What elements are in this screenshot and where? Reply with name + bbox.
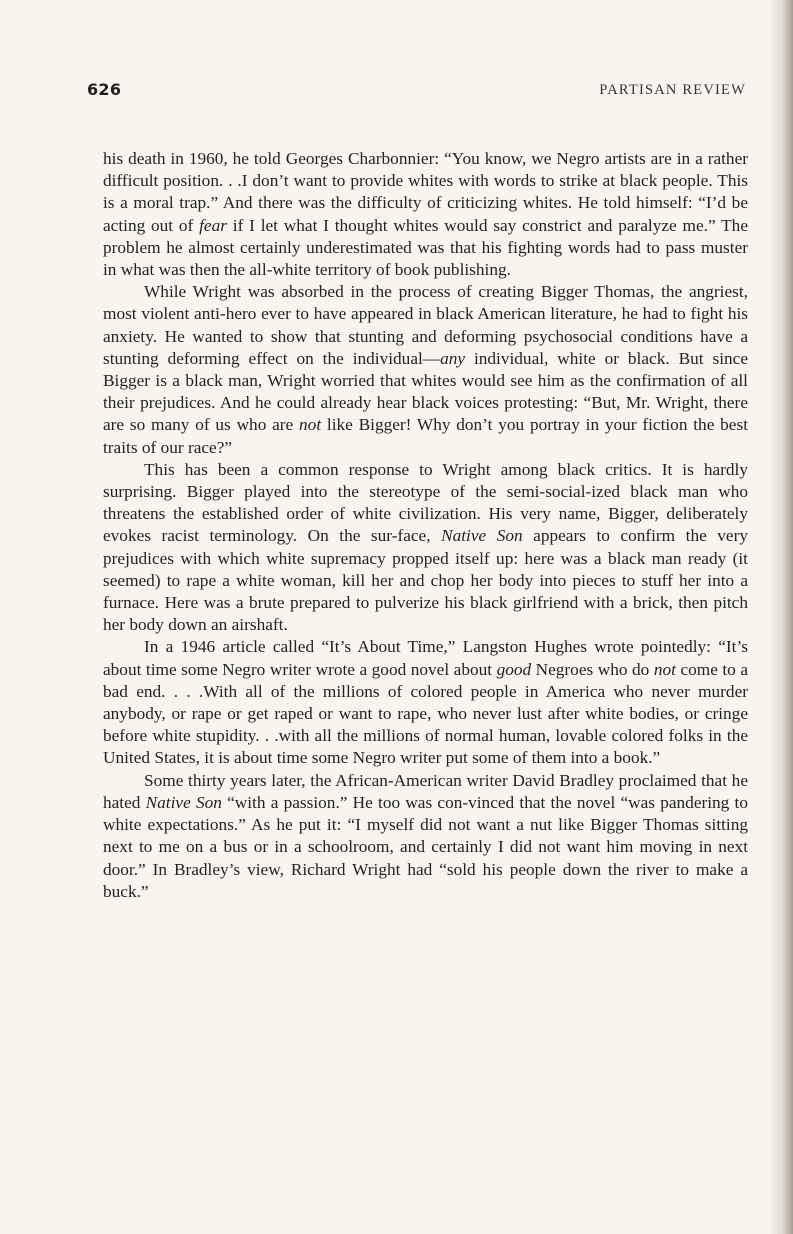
italic-run: fear [199, 215, 227, 235]
italic-run: any [440, 348, 466, 368]
text-run: his death in 1960, he told Georges Charbonnier: “You know, we Negro artists are in a rather difficult position. . .I don’t want to provide whites with words to strike at black people. This is a moral trap.” And there was the difficulty of criticizing whites. He told himself: “I’d be acting out of [103, 149, 748, 235]
page-number: 626 [87, 80, 122, 99]
text-run: Negroes who do [531, 659, 654, 679]
italic-run: Native Son [145, 792, 222, 812]
italic-run: not [299, 415, 322, 435]
italic-run: Native Son [441, 526, 523, 546]
italic-run: good [496, 659, 532, 679]
text-run: like Bigger! Why don’t you portray in your fiction the best traits of our race?” [103, 415, 748, 457]
paragraph-3 [103, 459, 748, 637]
page-edge-shadow [769, 0, 793, 1234]
paragraph-1 [103, 148, 748, 281]
paragraph-2 [103, 281, 748, 459]
text-run: This has been a common response to Wright among black critics. It is hardly surprising. Bigger played into the stereotype of the semi-social-ized black man who threatens the established order of white civilization. His very name, Bigger, deliberately evokes racist terminology. On the sur-face, [103, 459, 748, 546]
text-run: appears to confirm the very prejudices with which white supremacy propped itself up: here was a black man ready (it seemed) to rape a white woman, kill her and chop her body into pieces to stuff her into a furnace. Here was a brute prepared to pulverize his black girlfriend with a brick, then pitch her body down an airshaft. [103, 526, 748, 635]
running-head: PARTISAN REVIEW [599, 82, 746, 98]
paragraph-4 [103, 636, 748, 769]
text-run: “with a passion.” He too was con-vinced that the novel “was pandering to white expectations.” As he put it: “I myself did not want a nut like Bigger Thomas sitting next to me on a bus or in a schoolroom, and certainly I did not want him moving in next door.” In Bradley’s view, Richard Wright had “sold his people down the river to make a buck.” [103, 792, 748, 901]
text-run: While Wright was absorbed in the process of creating Bigger Thomas, the angriest, most violent anti-hero ever to have appeared in black American literature, he had to fight his anxiety. He wanted to show that stunting and deforming psychosocial conditions have a stunting deforming effect on the individual— [103, 282, 748, 368]
text-run: if I let what I thought whites would say constrict and paralyze me.” The problem he almost certainly underestimated was that his fighting words had to pass muster in what was then the all-white territory of book publishing. [103, 215, 748, 280]
text-run: individual, white or black. But since Bigger is a black man, Wright worried that whites would see him as the confirmation of all their prejudices. And he could already hear black voices protesting: “But, Mr. Wright, there are so many of us who are [103, 348, 748, 435]
article-body [103, 148, 748, 903]
italic-run: not [653, 659, 676, 679]
text-run: In a 1946 article called “It’s About Time,” Langston Hughes wrote pointedly: “It’s about time some Negro writer wrote a good novel about [103, 637, 748, 679]
paragraph-5 [103, 770, 748, 903]
text-run: come to a bad end. . . .With all of the millions of colored people in America who never murder anybody, or rape or get raped or want to rape, who never lust after white bodies, or cringe before white stupidity. . .with all the millions of normal human, lovable colored folks in the United States, it is about time some Negro writer put some of them into a book.” [103, 659, 749, 768]
text-run: Some thirty years later, the African-American writer David Bradley proclaimed that he hated [103, 770, 748, 812]
